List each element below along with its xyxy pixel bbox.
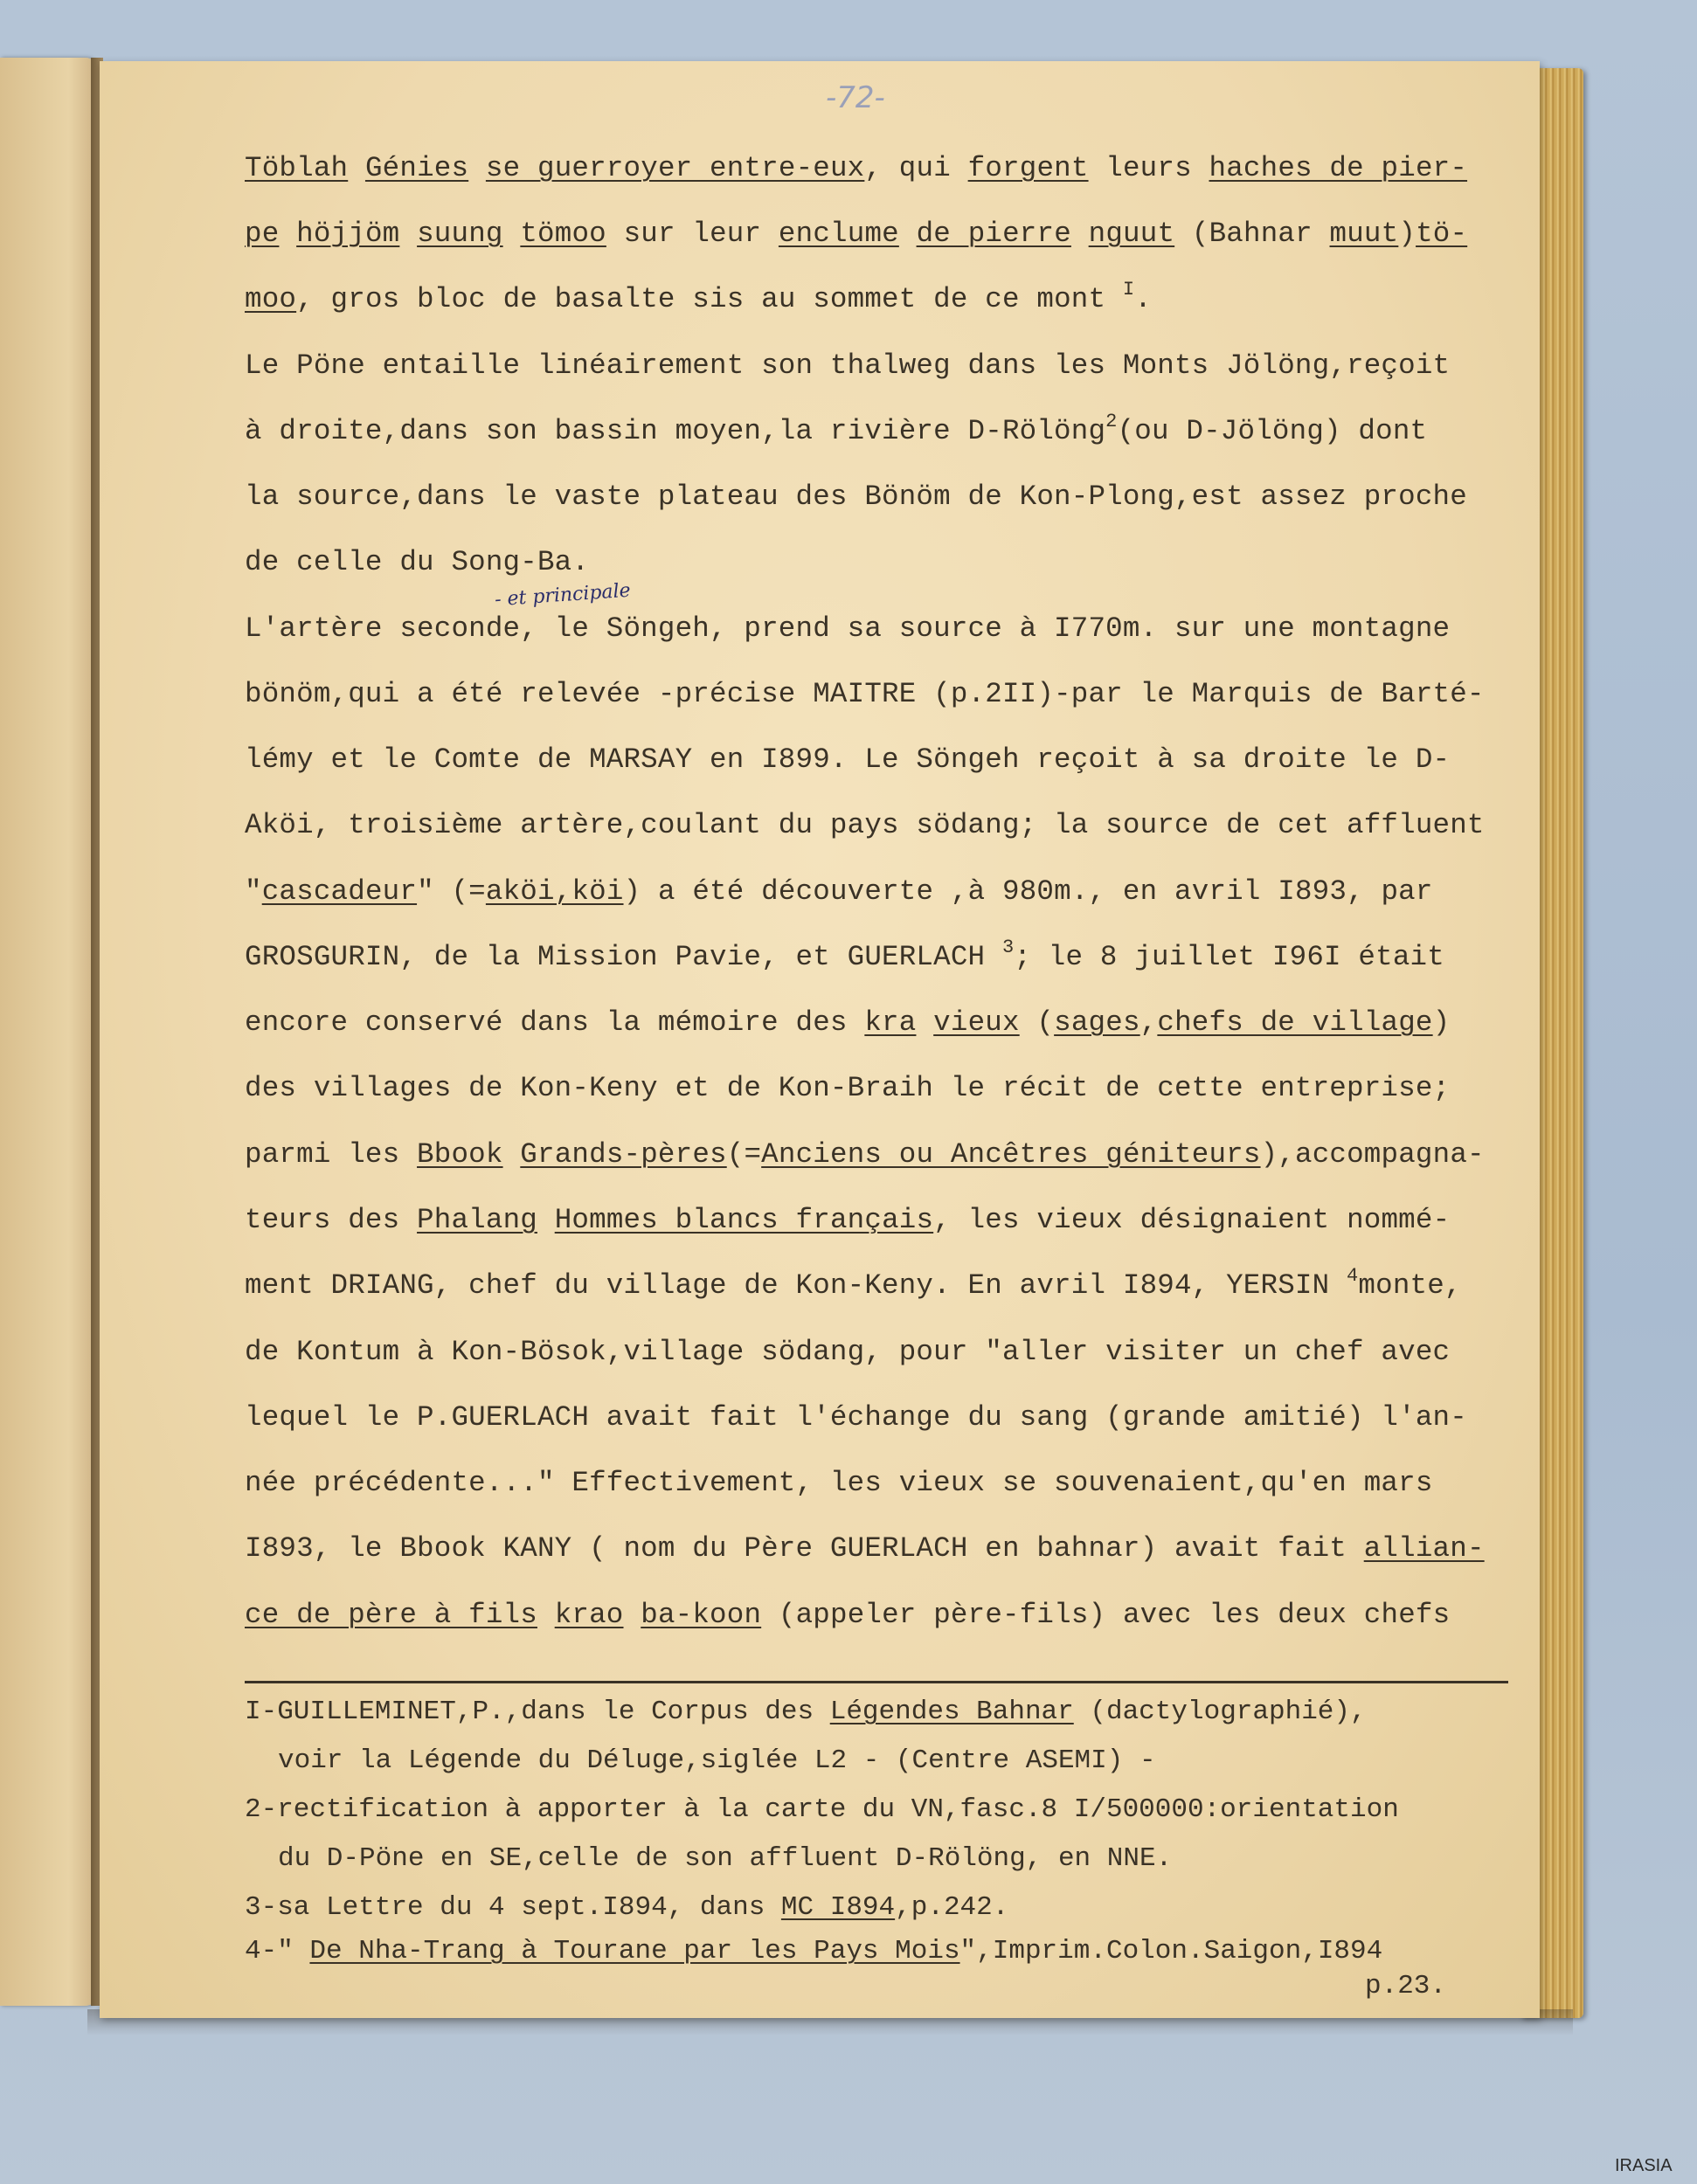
text-line-18: [245, 1265, 1462, 1302]
text: GROSGURIN, de la Mission Pavie, et GUERLACH: [245, 941, 1002, 973]
term-muut: muut: [1329, 218, 1399, 250]
term-pe: pe: [245, 218, 280, 250]
text-line-20: lequel le P.GUERLACH avait fait l'échange du sang (grande amitié) l'an-: [245, 1401, 1467, 1434]
term-pere-a-fils: ce de père à fils: [245, 1599, 537, 1631]
term-cascadeur: cascadeur: [261, 875, 418, 908]
term-nguut: nguut: [1088, 218, 1175, 250]
period: .: [1134, 283, 1153, 315]
text-line-23: [245, 1599, 1450, 1631]
text: ): [1432, 1006, 1451, 1039]
term-to: tö-: [1416, 218, 1468, 250]
text: ) a été découverte ,à 980m., en avril I893, par: [623, 875, 1433, 908]
text: teurs des: [245, 1204, 418, 1236]
text-line-14: [245, 1006, 1450, 1039]
text: I893, le Bbook KANY ( nom du Père GUERLACH en bahnar) avait fait: [245, 1532, 1364, 1565]
text: ment DRIANG, chef du village de Kon-Keny. En avril I894, YERSIN: [245, 1269, 1347, 1302]
space: [537, 1599, 555, 1631]
text: , les vieux désignaient nommé-: [933, 1204, 1451, 1236]
text: (dactylographié),: [1073, 1697, 1367, 1727]
text: (appeler père-fils) avec les deux chefs: [761, 1599, 1451, 1631]
text-line-8: L'artère seconde, le Söngeh, prend sa source à I770m. sur une montagne: [245, 612, 1451, 645]
text-line-7: de celle du Song-Ba.: [245, 546, 590, 578]
term-suung: suung: [417, 218, 503, 250]
footnote-1-cont: voir la Légende du Déluge,siglée L2 - (Centre ASEMI) -: [278, 1745, 1156, 1776]
text: (=: [726, 1138, 762, 1171]
footnote-ref-1: I: [1122, 279, 1135, 301]
term-anciens: Anciens ou Ancêtres géniteurs: [761, 1138, 1261, 1171]
text: ; le 8 juillet I96I était: [1014, 941, 1444, 973]
space: [399, 218, 417, 250]
term-hommes-blancs: Hommes blancs français: [554, 1204, 934, 1236]
text: ",Imprim.Colon.Saigon,I894: [959, 1936, 1383, 1966]
space: [1071, 218, 1089, 250]
text-line-19: de Kontum à Kon-Bösok,village södang, pour "aller visiter un chef avec: [245, 1336, 1451, 1368]
text: ): [1398, 218, 1416, 250]
text: 4-": [245, 1936, 310, 1966]
term-forgent: forgent: [967, 152, 1089, 184]
term-genies: Génies: [364, 152, 469, 184]
text-line-17: [245, 1204, 1450, 1236]
footnote-4-page: p.23.: [1365, 1971, 1447, 2001]
space: [503, 218, 521, 250]
text-line-16: [245, 1138, 1485, 1171]
space: [899, 218, 917, 250]
term-toblah: Töblah: [245, 152, 349, 184]
term-moo: moo: [245, 283, 297, 315]
text-line-5: [245, 411, 1428, 447]
text: (Bahnar: [1174, 218, 1330, 250]
text: monte,: [1358, 1269, 1462, 1302]
text-line-10: lémy et le Comte de MARSAY en I899. Le Söngeh reçoit à sa droite le D-: [245, 743, 1451, 776]
text-line-11: Aköi, troisième artère,coulant du pays södang; la source de cet affluent: [245, 809, 1485, 841]
text: ),accompagna-: [1260, 1138, 1485, 1171]
text-line-13: [245, 936, 1444, 973]
term-akoi: aköi,köi: [485, 875, 624, 908]
text-line-3: [245, 279, 1153, 315]
text-line-9: bönöm,qui a été relevée -précise MAITRE (p.2II)-par le Marquis de Barté-: [245, 678, 1485, 710]
text-line-21: née précédente..." Effectivement, les vieux se souvenaient,qu'en mars: [245, 1467, 1433, 1499]
footnote-rule: [245, 1681, 1508, 1683]
term-bbook: Bbook: [417, 1138, 503, 1171]
term-phalang: Phalang: [417, 1204, 537, 1236]
term-vieux: vieux: [933, 1006, 1020, 1039]
term-enclume: enclume: [778, 218, 899, 250]
text: (ou D-Jölöng) dont: [1117, 415, 1428, 447]
term-haches: haches de pier-: [1209, 152, 1468, 184]
footnote-ref-3: 3: [1001, 936, 1015, 958]
text: (: [1019, 1006, 1055, 1039]
term-kra: kra: [864, 1006, 917, 1039]
space: [537, 1204, 555, 1236]
text-line-1: [245, 152, 1467, 184]
term-ba-koon: ba-koon: [641, 1599, 762, 1631]
text: ,: [1139, 1006, 1158, 1039]
text: leurs: [1088, 152, 1209, 184]
space: [348, 152, 365, 184]
text: ,p.242.: [895, 1892, 1009, 1923]
term-chefs-de-village: chefs de village: [1157, 1006, 1433, 1039]
text: , gros bloc de basalte sis au sommet de ce mont: [296, 283, 1123, 315]
page-number: -72-: [826, 80, 885, 115]
watermark: IRASIA: [1615, 2156, 1673, 2175]
term-alliance: allian-: [1363, 1532, 1485, 1565]
footnote-ref-2: 2: [1105, 411, 1118, 432]
left-page: [0, 58, 98, 2006]
text: sur leur: [606, 218, 779, 250]
term-hojjom: höjjöm: [296, 218, 400, 250]
footnote-2: 2-rectification à apporter à la carte du VN,fasc.8 I/500000:orientation: [245, 1794, 1399, 1825]
text: 3-sa Lettre du 4 sept.I894, dans: [245, 1892, 781, 1923]
term-mc-1894: MC I894: [780, 1892, 896, 1923]
term-de-pierre: de pierre: [916, 218, 1071, 250]
text-line-15: des villages de Kon-Keny et de Kon-Braih le récit de cette entreprise;: [245, 1072, 1451, 1104]
space: [916, 1006, 933, 1039]
text-line-2: [245, 218, 1467, 250]
space: [503, 1138, 521, 1171]
space: [279, 218, 296, 250]
term-guerroyer: se guerroyer entre-eux: [485, 152, 865, 184]
term-tomoo: tömoo: [520, 218, 606, 250]
space: [468, 152, 486, 184]
text: , qui: [864, 152, 968, 184]
term-krao: krao: [554, 1599, 624, 1631]
text: ": [245, 875, 262, 908]
text-line-6: la source,dans le vaste plateau des Bönöm de Kon-Plong,est assez proche: [245, 480, 1467, 513]
term-grands-peres: Grands-pères: [520, 1138, 727, 1171]
footnote-1: [245, 1697, 1367, 1727]
term-legendes-bahnar: Légendes Bahnar: [829, 1697, 1074, 1727]
footnote-4: [245, 1936, 1382, 1966]
space: [624, 1599, 641, 1631]
term-sages: sages: [1054, 1006, 1140, 1039]
text: encore conservé dans la mémoire des: [245, 1006, 865, 1039]
text: parmi les: [245, 1138, 418, 1171]
text: " (=: [417, 875, 486, 908]
text: à droite,dans son bassin moyen,la rivière D-Rölöng: [245, 415, 1106, 447]
footnote-3: [245, 1892, 1008, 1923]
footnote-2-cont: du D-Pöne en SE,celle de son affluent D-Rölöng, en NNE.: [278, 1843, 1173, 1874]
text-line-12: [245, 875, 1433, 908]
text-line-22: [245, 1532, 1485, 1565]
footnote-ref-4: 4: [1347, 1265, 1359, 1287]
term-nha-trang: De Nha-Trang à Tourane par les Pays Mois: [309, 1936, 960, 1966]
text-line-4: Le Pöne entaille linéairement son thalweg dans les Monts Jölöng,reçoit: [245, 349, 1451, 382]
handwritten-annotation: - et principale: [494, 579, 632, 612]
text: I-GUILLEMINET,P.,dans le Corpus des: [245, 1697, 830, 1727]
